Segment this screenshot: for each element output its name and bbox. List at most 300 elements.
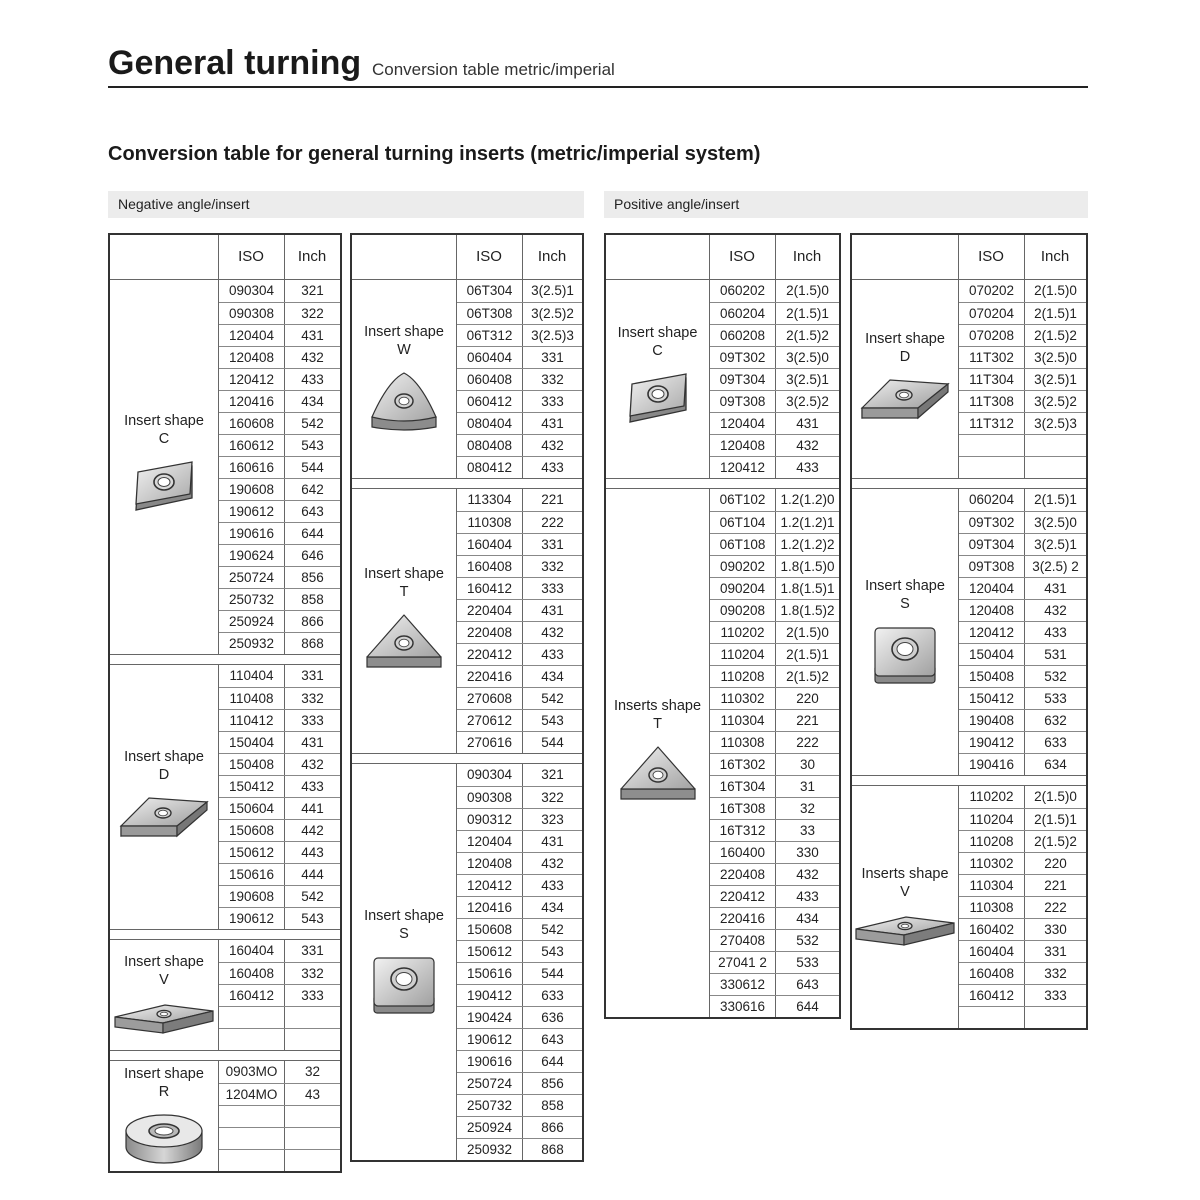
table-row xyxy=(710,390,839,412)
table-row xyxy=(457,434,582,456)
inch-code-cell: 2(1.5)2 xyxy=(786,328,829,343)
iso-code-cell: 190612 xyxy=(228,504,275,519)
insert-shape-name xyxy=(852,577,958,613)
inch-code-cell: 533 xyxy=(796,955,819,970)
inch-code-cell: 432 xyxy=(1044,603,1067,618)
iso-code-cell: 110308 xyxy=(467,515,512,530)
inch-code-cell: 432 xyxy=(541,856,564,871)
iso-code-cell: 06T108 xyxy=(719,537,766,552)
inch-code-cell: 332 xyxy=(1044,966,1067,981)
table-row xyxy=(219,731,340,753)
iso-code-cell: 06T104 xyxy=(719,515,766,530)
iso-code-cell: 220412 xyxy=(719,889,766,904)
table-row xyxy=(457,709,582,731)
insert-group xyxy=(110,1060,340,1171)
inch-code-cell: 544 xyxy=(541,966,564,981)
iso-code-cell: 160608 xyxy=(228,416,275,431)
insert-shape-letter: C xyxy=(158,431,170,447)
iso-code-cell: 09T302 xyxy=(719,350,766,365)
table-row xyxy=(457,665,582,687)
rhombic-55-insert-icon xyxy=(119,796,209,846)
table-row xyxy=(457,324,582,346)
inch-code-cell: 858 xyxy=(541,1098,564,1113)
table-row xyxy=(457,1116,582,1138)
inch-code-cell: 542 xyxy=(301,416,324,431)
table-row xyxy=(710,511,839,533)
table-row xyxy=(710,643,839,665)
inch-code-cell: 433 xyxy=(1044,625,1067,640)
table-header xyxy=(110,235,340,279)
inch-code-cell: 633 xyxy=(541,988,564,1003)
iso-code-cell: 220416 xyxy=(719,911,766,926)
table-row xyxy=(457,896,582,918)
code-rows xyxy=(710,280,839,478)
iso-code-cell: 11T304 xyxy=(969,372,1014,387)
table-row xyxy=(457,346,582,368)
inch-code-cell: 1.8(1.5)0 xyxy=(780,559,835,574)
table-row xyxy=(959,621,1086,643)
iso-code-cell: 060412 xyxy=(466,394,513,409)
inch-code-cell: 644 xyxy=(301,526,324,541)
table-row xyxy=(219,885,340,907)
table-row xyxy=(959,489,1086,511)
table-row xyxy=(959,434,1086,456)
table-row xyxy=(710,797,839,819)
table-row xyxy=(710,841,839,863)
table-row xyxy=(219,390,340,412)
section-heading: Conversion table for general turning inserts (metric/imperial system) xyxy=(108,143,761,165)
table-row xyxy=(959,753,1086,775)
insert-shape-title: Insert shape xyxy=(617,325,698,341)
inch-code-cell: 322 xyxy=(541,790,564,805)
iso-code-cell: 150412 xyxy=(968,691,1015,706)
table-row xyxy=(457,984,582,1006)
inch-code-cell: 441 xyxy=(301,801,324,816)
inch-code-cell: 542 xyxy=(301,889,324,904)
table-row xyxy=(710,368,839,390)
inch-code-cell: 3(2.5)1 xyxy=(1034,372,1077,387)
table-row xyxy=(959,984,1086,1006)
iso-code-cell: 110404 xyxy=(229,668,274,683)
table-row xyxy=(457,511,582,533)
iso-code-cell: 120412 xyxy=(719,460,766,475)
table-row xyxy=(457,280,582,302)
iso-code-cell: 220408 xyxy=(466,625,513,640)
inch-code-cell: 866 xyxy=(541,1120,564,1135)
iso-code-cell xyxy=(959,457,1024,478)
iso-code-cell: 250924 xyxy=(228,614,275,629)
inch-code-cell: 533 xyxy=(1044,691,1067,706)
inch-code-cell: 322 xyxy=(301,306,324,321)
table-row xyxy=(959,555,1086,577)
table-row xyxy=(219,478,340,500)
code-rows xyxy=(219,1061,340,1171)
iso-code-cell: 190412 xyxy=(466,988,513,1003)
table-row xyxy=(457,555,582,577)
table-row xyxy=(457,687,582,709)
inch-code-cell: 3(2.5)3 xyxy=(531,328,574,343)
iso-code-cell: 11T312 xyxy=(969,416,1014,431)
iso-code-cell: 220408 xyxy=(719,867,766,882)
insert-group xyxy=(852,279,1086,478)
negative-table-left xyxy=(108,233,342,1173)
insert-shape-label xyxy=(110,1061,218,1171)
negative-section-header: Negative angle/insert xyxy=(108,191,584,218)
inch-code-cell: 432 xyxy=(541,625,564,640)
inch-code-cell: 3(2.5)3 xyxy=(1034,416,1077,431)
table-row xyxy=(219,280,340,302)
iso-code-cell: 220404 xyxy=(466,603,513,618)
iso-code-cell: 250932 xyxy=(228,636,275,651)
iso-code-cell: 190616 xyxy=(466,1054,513,1069)
iso-code-cell: 160400 xyxy=(719,845,766,860)
inch-code-cell: 543 xyxy=(301,911,324,926)
table-row xyxy=(219,368,340,390)
iso-code-cell: 330616 xyxy=(719,999,766,1014)
insert-group xyxy=(110,664,340,929)
inch-code-cell: 643 xyxy=(301,504,324,519)
insert-shape-name xyxy=(852,330,958,366)
iso-code-cell: 120404 xyxy=(466,834,513,849)
insert-group xyxy=(110,939,340,1050)
iso-code-cell: 06T312 xyxy=(466,328,513,343)
iso-code-cell: 16T312 xyxy=(719,823,766,838)
table-row xyxy=(959,577,1086,599)
inch-code-cell: 432 xyxy=(541,438,564,453)
inch-code-cell: 543 xyxy=(301,438,324,453)
iso-code-cell: 06T304 xyxy=(466,283,513,298)
table-row xyxy=(710,907,839,929)
inch-code-cell: 432 xyxy=(301,350,324,365)
inch-code-cell: 31 xyxy=(799,779,816,794)
iso-code-cell: 060202 xyxy=(719,283,766,298)
table-row xyxy=(219,1105,340,1127)
insert-shape-letter: S xyxy=(399,926,409,942)
table-row xyxy=(457,456,582,478)
iso-code-cell xyxy=(219,1106,284,1127)
iso-code-cell: 120412 xyxy=(466,878,513,893)
insert-group xyxy=(352,488,582,753)
inch-code-cell: 542 xyxy=(541,922,564,937)
table-row xyxy=(710,951,839,973)
table-row xyxy=(219,632,340,654)
inch-code-cell: 2(1.5)1 xyxy=(1034,306,1077,321)
iso-code-cell: 09T308 xyxy=(968,559,1015,574)
table-row xyxy=(457,764,582,786)
iso-code-cell: 150404 xyxy=(228,735,275,750)
inch-code-cell: 644 xyxy=(541,1054,564,1069)
insert-shape-title: Insert shape xyxy=(124,749,204,765)
rhombic-55-insert-icon xyxy=(860,378,950,428)
inch-code-cell: 332 xyxy=(301,966,324,981)
table-row xyxy=(457,918,582,940)
table-row xyxy=(219,412,340,434)
insert-shape-name xyxy=(852,865,958,901)
group-separator xyxy=(352,753,582,763)
inch-code-cell: 2(1.5)1 xyxy=(786,647,829,662)
iso-code-cell: 120408 xyxy=(228,350,275,365)
iso-code-cell: 160404 xyxy=(228,943,275,958)
table-row xyxy=(457,533,582,555)
iso-code-cell: 160612 xyxy=(228,438,275,453)
inch-code-cell xyxy=(1025,435,1086,456)
table-row xyxy=(219,1061,340,1083)
table-row xyxy=(219,346,340,368)
iso-code-cell: 150408 xyxy=(968,669,1015,684)
inch-code-cell: 3(2.5)1 xyxy=(786,372,829,387)
table-row xyxy=(959,511,1086,533)
table-row xyxy=(219,1127,340,1149)
table-row xyxy=(959,368,1086,390)
iso-code-cell: 330612 xyxy=(719,977,766,992)
iso-code-cell xyxy=(219,1007,284,1028)
table-row xyxy=(457,599,582,621)
inch-code-cell: 30 xyxy=(799,757,816,772)
table-row xyxy=(959,940,1086,962)
insert-shape-title: Inserts shape xyxy=(613,698,702,714)
iso-code-cell: 190616 xyxy=(228,526,275,541)
inch-code-cell: 434 xyxy=(541,900,564,915)
table-row xyxy=(710,324,839,346)
inch-code-cell: 333 xyxy=(1044,988,1067,1003)
inch-code-cell: 1.8(1.5)2 xyxy=(780,603,835,618)
iso-code-cell xyxy=(219,1029,284,1050)
iso-code-cell: 110204 xyxy=(720,647,765,662)
table-row xyxy=(710,533,839,555)
table-row xyxy=(959,302,1086,324)
iso-code-cell: 090208 xyxy=(719,603,766,618)
insert-shape-label xyxy=(352,764,456,1160)
inch-code-cell: 331 xyxy=(541,537,564,552)
inch-code-cell: 866 xyxy=(301,614,324,629)
iso-code-cell: 110302 xyxy=(720,691,765,706)
inch-code-cell: 323 xyxy=(541,812,564,827)
table-row xyxy=(457,390,582,412)
inch-code-cell: 433 xyxy=(796,889,819,904)
table-row xyxy=(219,775,340,797)
table-row xyxy=(959,533,1086,555)
inch-code-cell: 333 xyxy=(541,581,564,596)
inch-code-cell: 2(1.5)0 xyxy=(1034,283,1077,298)
inch-column-header: Inch xyxy=(1040,248,1070,265)
iso-code-cell: 160402 xyxy=(968,922,1015,937)
rhombic-80-insert-icon xyxy=(622,372,694,434)
iso-code-cell: 120408 xyxy=(968,603,1015,618)
insert-shape-label xyxy=(852,786,958,1028)
table-row xyxy=(219,753,340,775)
iso-code-cell: 080408 xyxy=(466,438,513,453)
iso-code-cell: 080412 xyxy=(466,460,513,475)
iso-code-cell: 16T302 xyxy=(719,757,766,772)
inch-code-cell: 531 xyxy=(1044,647,1067,662)
table-row xyxy=(219,665,340,687)
inch-code-cell: 3(2.5) 2 xyxy=(1032,559,1079,574)
inch-code-cell: 2(1.5)0 xyxy=(1034,789,1077,804)
positive-section-header: Positive angle/insert xyxy=(604,191,1088,218)
iso-code-cell: 120408 xyxy=(466,856,513,871)
rhombic-35-insert-icon xyxy=(113,1001,215,1037)
table-row xyxy=(710,885,839,907)
insert-shape-letter: D xyxy=(899,349,911,365)
table-row xyxy=(710,489,839,511)
iso-code-cell: 090304 xyxy=(228,283,275,298)
iso-code-cell: 080404 xyxy=(466,416,513,431)
insert-shape-letter: V xyxy=(900,884,910,900)
insert-shape-label xyxy=(852,489,958,775)
table-row xyxy=(219,907,340,929)
iso-code-cell: 110208 xyxy=(720,669,765,684)
square-insert-icon xyxy=(872,625,938,687)
insert-shape-title: Insert shape xyxy=(865,331,945,347)
iso-code-cell: 190608 xyxy=(228,889,275,904)
iso-code-cell: 190624 xyxy=(228,548,275,563)
insert-shape-title: Insert shape xyxy=(124,413,204,429)
insert-shape-label xyxy=(352,280,456,478)
code-rows xyxy=(457,489,582,753)
iso-code-cell: 09T304 xyxy=(719,372,766,387)
iso-code-cell xyxy=(959,435,1024,456)
insert-shape-letter: W xyxy=(397,342,411,358)
iso-code-cell: 090202 xyxy=(719,559,766,574)
inch-code-cell: 32 xyxy=(304,1064,321,1079)
iso-code-cell: 110208 xyxy=(969,834,1014,849)
inch-code-cell: 442 xyxy=(301,823,324,838)
code-rows xyxy=(457,764,582,1160)
inch-code-cell: 443 xyxy=(301,845,324,860)
iso-column-header: ISO xyxy=(729,248,755,265)
insert-shape-label xyxy=(852,280,958,478)
iso-code-cell: 120416 xyxy=(228,394,275,409)
table-row xyxy=(710,731,839,753)
rhombic-80-insert-icon xyxy=(128,460,200,522)
iso-code-cell: 090204 xyxy=(719,581,766,596)
iso-code-cell: 09T304 xyxy=(968,537,1015,552)
inch-code-cell: 330 xyxy=(1044,922,1067,937)
iso-code-cell: 190612 xyxy=(466,1032,513,1047)
inch-code-cell: 330 xyxy=(796,845,819,860)
trigon-insert-icon xyxy=(368,371,440,435)
iso-code-cell: 060404 xyxy=(466,350,513,365)
code-rows xyxy=(959,280,1086,478)
inch-code-cell: 433 xyxy=(301,372,324,387)
iso-code-cell: 150412 xyxy=(228,779,275,794)
insert-group xyxy=(852,488,1086,775)
insert-shape-label xyxy=(606,280,709,478)
table-row xyxy=(710,621,839,643)
iso-code-cell: 150612 xyxy=(228,845,275,860)
table-row xyxy=(219,588,340,610)
inch-code-cell: 3(2.5)0 xyxy=(786,350,829,365)
table-row xyxy=(959,324,1086,346)
iso-code-cell: 160412 xyxy=(968,988,1015,1003)
iso-code-cell: 160408 xyxy=(466,559,513,574)
insert-shape-title: Insert shape xyxy=(124,1066,204,1082)
table-row xyxy=(959,786,1086,808)
insert-shape-label xyxy=(352,489,456,753)
table-row xyxy=(457,962,582,984)
inch-code-cell: 221 xyxy=(796,713,819,728)
iso-code-cell: 110308 xyxy=(720,735,765,750)
table-row xyxy=(710,819,839,841)
inch-code-cell xyxy=(285,1150,340,1171)
positive-table-left xyxy=(604,233,841,1019)
table-row xyxy=(219,687,340,709)
table-row xyxy=(710,665,839,687)
iso-code-cell: 110304 xyxy=(720,713,765,728)
inch-code-cell: 3(2.5)2 xyxy=(531,306,574,321)
table-header xyxy=(352,235,582,279)
table-row xyxy=(457,874,582,896)
insert-shape-name xyxy=(110,953,218,989)
iso-code-cell: 113304 xyxy=(467,492,512,507)
table-row xyxy=(457,577,582,599)
inch-code-cell: 433 xyxy=(301,779,324,794)
iso-code-cell: 110202 xyxy=(969,789,1014,804)
table-row xyxy=(219,962,340,984)
table-row xyxy=(219,1083,340,1105)
iso-code-cell: 120404 xyxy=(719,416,766,431)
inch-code-cell: 433 xyxy=(796,460,819,475)
table-row xyxy=(710,577,839,599)
inch-code-cell xyxy=(1025,457,1086,478)
table-row xyxy=(959,830,1086,852)
insert-shape-letter: R xyxy=(158,1084,170,1100)
inch-code-cell: 858 xyxy=(301,592,324,607)
inch-code-cell: 431 xyxy=(1044,581,1067,596)
inch-code-cell: 331 xyxy=(301,943,324,958)
table-row xyxy=(710,687,839,709)
table-row xyxy=(219,1028,340,1050)
iso-code-cell: 150616 xyxy=(466,966,513,981)
page-subtitle: Conversion table metric/imperial xyxy=(372,60,615,79)
table-row xyxy=(457,1050,582,1072)
table-row xyxy=(710,555,839,577)
table-row xyxy=(959,1006,1086,1028)
table-row xyxy=(219,1149,340,1171)
table-row xyxy=(959,390,1086,412)
iso-code-cell: 120404 xyxy=(968,581,1015,596)
table-row xyxy=(457,1072,582,1094)
iso-code-cell: 110308 xyxy=(969,900,1014,915)
iso-code-cell: 190416 xyxy=(968,757,1015,772)
inch-code-cell: 332 xyxy=(541,559,564,574)
table-row xyxy=(710,753,839,775)
inch-code-cell: 868 xyxy=(541,1142,564,1157)
inch-code-cell: 642 xyxy=(301,482,324,497)
iso-code-cell: 160412 xyxy=(228,988,275,1003)
inch-code-cell xyxy=(1025,1007,1086,1028)
inch-code-cell: 332 xyxy=(541,372,564,387)
insert-shape-label xyxy=(110,940,218,1050)
code-rows xyxy=(219,940,340,1050)
negative-table-right xyxy=(350,233,584,1162)
iso-code-cell: 060408 xyxy=(466,372,513,387)
inch-code-cell: 331 xyxy=(541,350,564,365)
inch-code-cell: 433 xyxy=(541,460,564,475)
inch-code-cell: 432 xyxy=(796,867,819,882)
iso-code-cell: 06T308 xyxy=(466,306,513,321)
table-row xyxy=(959,280,1086,302)
inch-code-cell: 222 xyxy=(541,515,564,530)
table-row xyxy=(959,412,1086,434)
iso-code-cell: 150404 xyxy=(968,647,1015,662)
inch-code-cell: 632 xyxy=(1044,713,1067,728)
iso-code-cell: 090308 xyxy=(466,790,513,805)
table-row xyxy=(457,368,582,390)
insert-group xyxy=(606,279,839,478)
inch-code-cell: 434 xyxy=(541,669,564,684)
inch-code-cell: 532 xyxy=(1044,669,1067,684)
